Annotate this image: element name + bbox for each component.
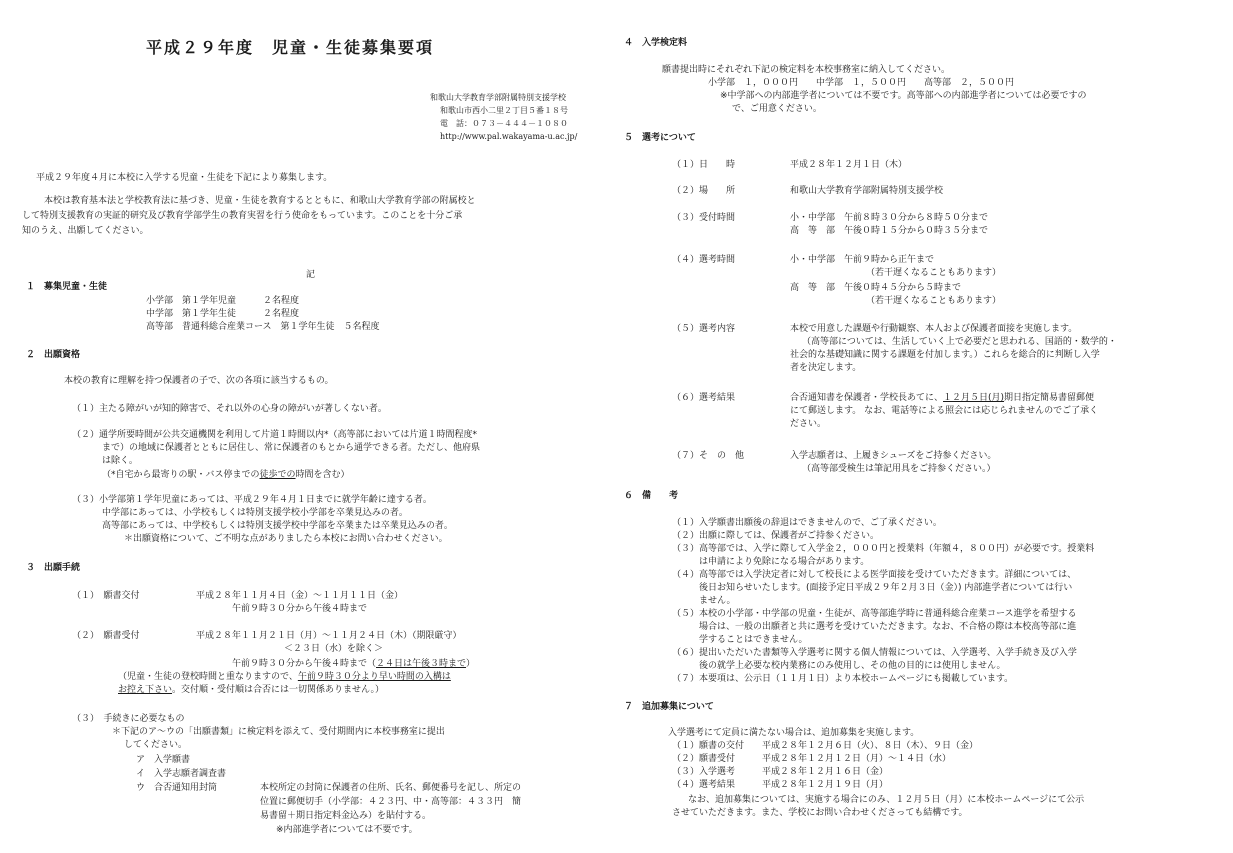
sec2-item2-line3: は除く。 bbox=[102, 456, 138, 466]
intro-para-1: 本校は教育基本法と学校教育法に基づき、児童・生徒を教育するとともに、和歌山大学教育学部の附属校と bbox=[44, 196, 476, 206]
sec5-heading: ５ 選考について bbox=[624, 133, 696, 143]
sec7-row-2: （２）願書受付 平成２８年１２月１２日（月）～１４日（水） bbox=[672, 754, 952, 764]
sec3-i2-note1: （児童・生徒の登校時間と重なりますので、午前９時３０分より早い時間の入構は bbox=[118, 672, 451, 682]
sec6-heading: ６ 備 考 bbox=[624, 491, 679, 501]
sec7-row-4: （４）選考結果 平成２８年１２月１９日（月） bbox=[672, 780, 889, 790]
sec3-i3-label: （３） 手続きに必要なもの bbox=[72, 714, 185, 724]
sec6-line-11: （６）提出いただいた書類等入学選考に関する個人情報については、入学選考、入学手続き及び入学 bbox=[672, 648, 1077, 658]
sec6-line-5: （４）高等部では入学決定者に対して校長による医学面接を受けていただきます。詳細については、 bbox=[672, 570, 1077, 580]
sec3-envelope-4: ※内部進学者については不要です。 bbox=[276, 825, 418, 835]
sec5-selection-2: （若干遅くなることもあります） bbox=[866, 268, 1002, 278]
sec3-envelope-1: 本校所定の封筒に保護者の住所、氏名、郵便番号を記し、所定の bbox=[260, 783, 522, 793]
sec7-row-1: （１）願書の交付 平成２８年１２月６日（火）、８日（木）、９日（金） bbox=[672, 741, 979, 751]
sec2-item3-note: ＊出願資格について、ご不明な点がありましたら本校にお問い合わせください。 bbox=[124, 534, 448, 544]
sec7-lead: 入学選考にて定員に満たない場合は、追加募集を実施します。 bbox=[668, 728, 920, 738]
sec5-place-label: （２）場 所 bbox=[672, 186, 736, 196]
sec5-place-value: 和歌山大学教育学部附属特別支援学校 bbox=[790, 186, 944, 196]
sec2-item2-line1: （２）通学所要時間が公共交通機関を利用して片道１時間以内*（高等部においては片道１時間程度* bbox=[72, 430, 478, 440]
sec3-envelope-2: 位置に郵便切手（小学部：４２３円、中・高等部：４３３円 簡 bbox=[260, 797, 522, 807]
sec5-content-2: （高等部については、生活していく上で必要だと思われる、国語的・数学的・ bbox=[802, 337, 1117, 347]
sec6-line-7: ません。 bbox=[672, 596, 736, 606]
ki-mark: 記 bbox=[306, 270, 316, 280]
sec7-note-2: させていただきます。また、学校にお問い合わせくださっても結構です。 bbox=[672, 808, 968, 818]
sec6-line-2: （２）出願に際しては、保護者がご持参ください。 bbox=[672, 531, 880, 541]
intro-line: 平成２９年度４月に本校に入学する児童・生徒を下記により募集します。 bbox=[36, 173, 333, 183]
sec6-line-9: 場合は、一般の出願者と共に選考を受けていただきます。なお、不合格の際は本校高等部に進 bbox=[672, 622, 1077, 632]
sec2-item3-line3: 高等部にあっては、中学校もしくは特別支援学校中学部を卒業または卒業見込みの者。 bbox=[102, 521, 453, 531]
sec5-date-label: （１）日 時 bbox=[672, 160, 736, 170]
school-name: 和歌山大学教育学部附属特別支援学校 bbox=[430, 93, 566, 102]
school-phone: 電 話：０７３－４４４－１０８０ bbox=[440, 119, 568, 128]
sec2-lead: 本校の教育に理解を持つ保護者の子で、次の各項に該当するもの。 bbox=[64, 376, 334, 386]
sec3-i2-time: 午前９時３０分から午後４時まで（２４日は午後３時まで） bbox=[232, 659, 476, 669]
sec2-item2-note: （*自宅から最寄りの駅・バス停までの徒歩での時間を含む） bbox=[102, 470, 350, 480]
sec3-doc-i: イ 入学志願者調査書 bbox=[136, 769, 227, 779]
sec3-envelope-3: 易書留＋期日指定料金込み）を貼付する。 bbox=[260, 811, 432, 821]
left-column bbox=[0, 0, 612, 853]
sec2-item2-line2: まで）の地域に保護者とともに居住し、常に保護者のもとから通学できる者。ただし、他府県 bbox=[102, 443, 481, 453]
sec1-row-3: 高等部 普通科総合産業コース 第１学年生徒 ５名程度 bbox=[146, 322, 380, 332]
sec5-other-2: （高等部受検生は筆記用具をご持参ください。） bbox=[802, 464, 996, 474]
sec3-doc-u: ウ 合否通知用封筒 bbox=[136, 783, 218, 793]
sec7-note-1: なお、追加募集については、実施する場合にのみ、１２月５日（月）に本校ホームページにて公示 bbox=[688, 795, 1085, 805]
sec3-i2-label: （２） 願書受付 bbox=[72, 631, 140, 641]
sec5-selection-label: （４）選考時間 bbox=[672, 255, 736, 265]
sec5-selection-1: 小・中学部 午前９時から正午まで bbox=[790, 255, 935, 265]
sec5-other-1: 入学志願者は、上履きシューズをご持参ください。 bbox=[790, 451, 997, 461]
sec6-line-10: 学することはできません。 bbox=[672, 635, 808, 645]
sec1-row-2: 中学部 第１学年生徒 ２名程度 bbox=[146, 309, 300, 319]
sec5-result-3: ださい。 bbox=[790, 419, 827, 429]
right-column bbox=[612, 0, 1233, 853]
sec5-selection-4: （若干遅くなることもあります） bbox=[866, 296, 1002, 306]
sec3-i2-date: 平成２８年１１月２１日（月）～１１月２４日（木）（期限厳守） bbox=[196, 631, 462, 641]
sec5-content-1: 本校で用意した課題や行動観察、本人および保護者面接を実施します。 bbox=[790, 324, 1078, 334]
sec3-i1-time: 午前９時３０分から午後４時まで bbox=[232, 604, 368, 614]
sec3-i2-except: ＜２３日（水）を除く＞ bbox=[284, 644, 384, 654]
sec1-heading: １ 募集児童・生徒 bbox=[26, 282, 108, 292]
intro-para-3: 知のうえ、出願してください。 bbox=[22, 226, 149, 236]
sec6-line-8: （５）本校の小学部・中学部の児童・生徒が、高等部進学時に普通科総合産業コース進学を希望する bbox=[672, 609, 1077, 619]
sec2-item3-line1: （３）小学部第１学年児童にあっては、平成２９年４月１日までに就学年齢に達する者。 bbox=[72, 495, 432, 505]
sec6-line-1: （１）入学願書出願後の辞退はできませんので、ご了承ください。 bbox=[672, 518, 942, 528]
school-url: http://www.pal.wakayama-u.ac.jp/ bbox=[440, 132, 578, 141]
sec7-heading: ７ 追加募集について bbox=[624, 702, 714, 712]
sec3-i3-line1: ＊下記のア～ウの「出願書類」に検定料を添えて、受付期間内に本校事務室に提出 bbox=[112, 727, 445, 737]
sec3-heading: ３ 出願手続 bbox=[26, 563, 81, 573]
sec5-content-4: 者を決定します。 bbox=[790, 363, 862, 373]
school-address: 和歌山市西小二里２丁目５番１８号 bbox=[440, 106, 568, 115]
sec1-row-1: 小学部 第１学年児童 ２名程度 bbox=[146, 296, 300, 306]
sec3-i3-line2: してください。 bbox=[124, 740, 188, 750]
sec7-row-3: （３）入学選考 平成２８年１２月１６日（金） bbox=[672, 767, 889, 777]
sec5-content-label: （５）選考内容 bbox=[672, 324, 736, 334]
sec5-date-value: 平成２８年１２月１日（木） bbox=[790, 160, 908, 170]
sec5-result-1: 合否通知書を保護者・学校長あてに、１２月５日(月)期日指定簡易書留郵便 bbox=[790, 393, 1095, 403]
sec4-heading: ４ 入学検定料 bbox=[624, 38, 688, 48]
sec4-note-1: ※中学部への内部進学者については不要です。高等部への内部進学者については必要ですの bbox=[720, 91, 1087, 101]
page-title: 平成２９年度 児童・生徒募集要項 bbox=[146, 38, 435, 57]
sec5-selection-3: 高 等 部 午後０時４５分から５時まで bbox=[790, 283, 962, 293]
sec3-i1-label: （１） 願書交付 bbox=[72, 591, 140, 601]
sec5-content-3: 社会的な基礎知識に関する課題を付加します。）これらを総合的に判断し入学 bbox=[790, 350, 1100, 360]
sec6-line-13: （７）本要項は、公示日（１１月１日）より本校ホームページにも掲載しています。 bbox=[672, 674, 1014, 684]
sec5-reception-label: （３）受付時間 bbox=[672, 213, 736, 223]
sec5-result-label: （６）選考結果 bbox=[672, 393, 736, 403]
sec2-heading: ２ 出願資格 bbox=[26, 350, 81, 360]
sec4-line1: 願書提出時にそれぞれ下記の検定料を本校事務室に納入してください。 bbox=[662, 65, 951, 75]
sec2-item1: （１）主たる障がいが知的障害で、それ以外の心身の障がいが著しくない者。 bbox=[72, 404, 387, 414]
sec5-result-2: にて郵送します。 なお、電話等による照会には応じられませんのでご了承く bbox=[790, 406, 1099, 416]
sec6-line-3: （３）高等部では、入学に際して入学金２，０００円と授業料（年額４，８００円）が必要です。授業料 bbox=[672, 544, 1095, 554]
sec5-other-label: （７）そ の 他 bbox=[672, 451, 745, 461]
sec3-i1-date: 平成２８年１１月４日（金）～１１月１１日（金） bbox=[196, 591, 404, 601]
sec6-line-12: 後の就学上必要な校内業務にのみ使用し、その他の目的には使用しません。 bbox=[672, 661, 1006, 671]
sec5-reception-1: 小・中学部 午前８時３０分から８時５０分まで bbox=[790, 213, 989, 223]
sec6-line-4: は申請により免除になる場合があります。 bbox=[672, 557, 870, 567]
sec3-i2-note2: お控え下さい。交付順・受付順は合否には一切関係ありません。） bbox=[118, 685, 385, 695]
sec2-item3-line2: 中学部にあっては、小学校もしくは特別支援学校小学部を卒業見込みの者。 bbox=[102, 508, 408, 518]
sec3-doc-a: ア 入学願書 bbox=[136, 755, 191, 765]
sec5-reception-2: 高 等 部 午後０時１５分から０時３５分まで bbox=[790, 226, 989, 236]
sec6-line-6: 後日お知らせいたします。(面接予定日平成２９年２月３日（金）) 内部進学者については行い bbox=[672, 583, 1073, 593]
sec4-fees: 小学部 １，０００円 中学部 １，５００円 高等部 ２，５００円 bbox=[708, 78, 1015, 88]
sec4-note-2: で、ご用意ください。 bbox=[732, 104, 822, 114]
intro-para-2: して特別支援教育の実証的研究及び教育学部学生の教育実習を行う使命をもっています。このことを十分ご承 bbox=[22, 211, 463, 221]
